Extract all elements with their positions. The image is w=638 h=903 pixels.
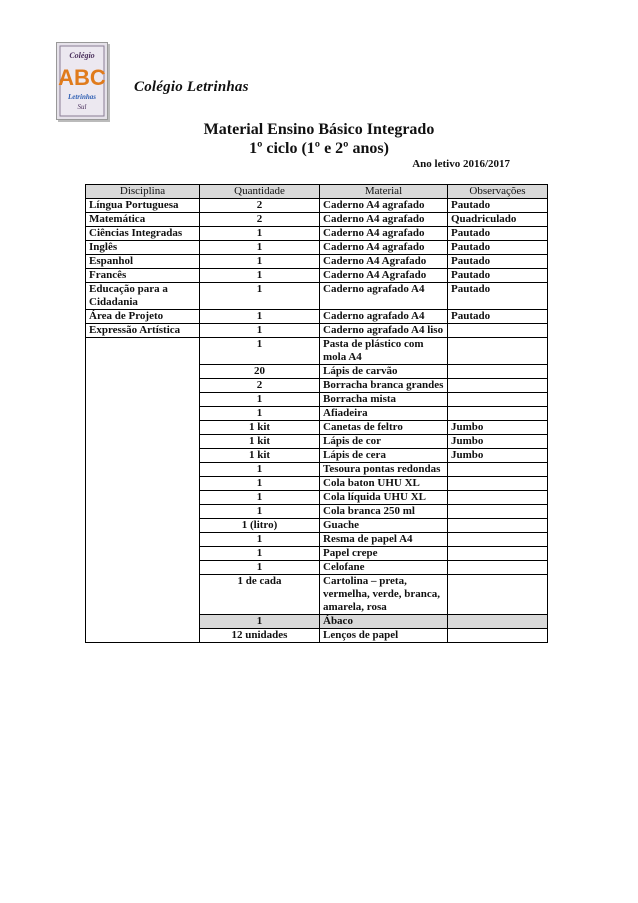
cell-material: Resma de papel A4 bbox=[320, 533, 448, 547]
cell-quantidade: 20 bbox=[200, 365, 320, 379]
cell-material: Lápis de cera bbox=[320, 449, 448, 463]
cell-quantidade: 2 bbox=[200, 199, 320, 213]
cell-observacoes bbox=[448, 505, 548, 519]
table-row bbox=[86, 255, 548, 269]
table-row bbox=[86, 269, 548, 283]
cell-disciplina: Matemática bbox=[86, 213, 200, 227]
cell-disciplina: Francês bbox=[86, 269, 200, 283]
cell-quantidade: 1 bbox=[200, 491, 320, 505]
cell-material: Caderno agrafado A4 bbox=[320, 310, 448, 324]
cell-observacoes: Quadriculado bbox=[448, 213, 548, 227]
column-header-disciplina: Disciplina bbox=[86, 185, 200, 199]
cell-observacoes: Jumbo bbox=[448, 449, 548, 463]
cell-quantidade: 1 kit bbox=[200, 421, 320, 435]
cell-quantidade: 2 bbox=[200, 379, 320, 393]
school-year: Ano letivo 2016/2017 bbox=[412, 158, 510, 170]
cell-quantidade: 12 unidades bbox=[200, 629, 320, 643]
school-logo-icon bbox=[56, 42, 108, 120]
cell-material: Papel crepe bbox=[320, 547, 448, 561]
cell-observacoes bbox=[448, 519, 548, 533]
cell-quantidade: 1 (litro) bbox=[200, 519, 320, 533]
cell-disciplina: Área de Projeto bbox=[86, 310, 200, 324]
table-row bbox=[86, 324, 548, 338]
cell-quantidade: 1 bbox=[200, 324, 320, 338]
logo-line-3: Letrinhas bbox=[67, 93, 97, 101]
cell-quantidade: 1 bbox=[200, 338, 320, 365]
cell-disciplina: Língua Portuguesa bbox=[86, 199, 200, 213]
cell-disciplina: Espanhol bbox=[86, 255, 200, 269]
cell-material: Lenços de papel bbox=[320, 629, 448, 643]
table-row bbox=[86, 338, 548, 365]
page-subtitle: 1º ciclo (1º e 2º anos) bbox=[249, 140, 389, 157]
cell-quantidade: 1 bbox=[200, 505, 320, 519]
cell-observacoes bbox=[448, 615, 548, 629]
cell-observacoes: Pautado bbox=[448, 310, 548, 324]
cell-disciplina: Expressão Artística bbox=[86, 324, 200, 338]
table-row bbox=[86, 213, 548, 227]
cell-quantidade: 1 kit bbox=[200, 449, 320, 463]
cell-quantidade: 1 bbox=[200, 407, 320, 421]
cell-disciplina: Educação para a Cidadania bbox=[86, 283, 200, 310]
cell-quantidade: 1 bbox=[200, 533, 320, 547]
cell-quantidade: 1 bbox=[200, 561, 320, 575]
cell-quantidade: 1 bbox=[200, 310, 320, 324]
cell-material: Cartolina – preta, vermelha, verde, branca, amarela, rosa bbox=[320, 575, 448, 615]
cell-quantidade: 1 bbox=[200, 283, 320, 310]
school-name: Colégio Letrinhas bbox=[134, 79, 249, 95]
cell-material: Caderno agrafado A4 bbox=[320, 283, 448, 310]
cell-material: Caderno A4 Agrafado bbox=[320, 269, 448, 283]
cell-quantidade: 2 bbox=[200, 213, 320, 227]
cell-material: Lápis de carvão bbox=[320, 365, 448, 379]
cell-quantidade: 1 bbox=[200, 227, 320, 241]
table-body bbox=[86, 199, 548, 643]
cell-quantidade: 1 bbox=[200, 547, 320, 561]
table-row bbox=[86, 227, 548, 241]
cell-material: Ábaco bbox=[320, 615, 448, 629]
table-header-row bbox=[86, 185, 548, 199]
cell-observacoes bbox=[448, 379, 548, 393]
column-header-quantidade: Quantidade bbox=[200, 185, 320, 199]
cell-material: Pasta de plástico com mola A4 bbox=[320, 338, 448, 365]
table-row bbox=[86, 283, 548, 310]
table-row bbox=[86, 310, 548, 324]
cell-quantidade: 1 bbox=[200, 269, 320, 283]
table-row bbox=[86, 199, 548, 213]
cell-material: Caderno A4 agrafado bbox=[320, 227, 448, 241]
cell-observacoes: Jumbo bbox=[448, 421, 548, 435]
cell-observacoes bbox=[448, 547, 548, 561]
cell-quantidade: 1 de cada bbox=[200, 575, 320, 615]
cell-observacoes bbox=[448, 561, 548, 575]
materials-table bbox=[85, 184, 548, 643]
cell-material: Caderno A4 agrafado bbox=[320, 199, 448, 213]
cell-material: Tesoura pontas redondas bbox=[320, 463, 448, 477]
cell-observacoes: Pautado bbox=[448, 199, 548, 213]
cell-observacoes: Pautado bbox=[448, 241, 548, 255]
cell-observacoes: Pautado bbox=[448, 227, 548, 241]
cell-material: Afiadeira bbox=[320, 407, 448, 421]
cell-material: Cola baton UHU XL bbox=[320, 477, 448, 491]
cell-disciplina: Ciências Integradas bbox=[86, 227, 200, 241]
logo-line-1: Colégio bbox=[69, 51, 95, 60]
cell-quantidade: 1 bbox=[200, 615, 320, 629]
cell-material: Celofane bbox=[320, 561, 448, 575]
cell-quantidade: 1 bbox=[200, 477, 320, 491]
cell-observacoes bbox=[448, 407, 548, 421]
cell-material: Canetas de feltro bbox=[320, 421, 448, 435]
cell-observacoes bbox=[448, 393, 548, 407]
cell-material: Caderno A4 Agrafado bbox=[320, 255, 448, 269]
table-row bbox=[86, 241, 548, 255]
logo-line-2: ABC bbox=[58, 65, 106, 90]
cell-observacoes bbox=[448, 491, 548, 505]
cell-quantidade: 1 bbox=[200, 463, 320, 477]
cell-material: Cola líquida UHU XL bbox=[320, 491, 448, 505]
cell-disciplina: Inglês bbox=[86, 241, 200, 255]
cell-material: Lápis de cor bbox=[320, 435, 448, 449]
cell-material: Borracha mista bbox=[320, 393, 448, 407]
cell-observacoes bbox=[448, 324, 548, 338]
column-header-observacoes: Observações bbox=[448, 185, 548, 199]
cell-observacoes bbox=[448, 365, 548, 379]
cell-quantidade: 1 bbox=[200, 393, 320, 407]
page-title: Material Ensino Básico Integrado bbox=[203, 121, 435, 138]
cell-observacoes: Jumbo bbox=[448, 435, 548, 449]
cell-observacoes bbox=[448, 533, 548, 547]
cell-material: Borracha branca grandes bbox=[320, 379, 448, 393]
cell-material: Caderno A4 agrafado bbox=[320, 241, 448, 255]
cell-material: Caderno agrafado A4 liso bbox=[320, 324, 448, 338]
cell-observacoes bbox=[448, 477, 548, 491]
cell-material: Guache bbox=[320, 519, 448, 533]
cell-observacoes bbox=[448, 575, 548, 615]
cell-observacoes bbox=[448, 629, 548, 643]
cell-material: Caderno A4 agrafado bbox=[320, 213, 448, 227]
cell-observacoes bbox=[448, 338, 548, 365]
cell-observacoes: Pautado bbox=[448, 283, 548, 310]
cell-quantidade: 1 kit bbox=[200, 435, 320, 449]
cell-observacoes bbox=[448, 463, 548, 477]
cell-material: Cola branca 250 ml bbox=[320, 505, 448, 519]
cell-quantidade: 1 bbox=[200, 241, 320, 255]
cell-disciplina-empty bbox=[86, 338, 200, 643]
cell-observacoes: Pautado bbox=[448, 255, 548, 269]
column-header-material: Material bbox=[320, 185, 448, 199]
cell-observacoes: Pautado bbox=[448, 269, 548, 283]
cell-quantidade: 1 bbox=[200, 255, 320, 269]
logo-line-4: Sul bbox=[77, 103, 87, 111]
